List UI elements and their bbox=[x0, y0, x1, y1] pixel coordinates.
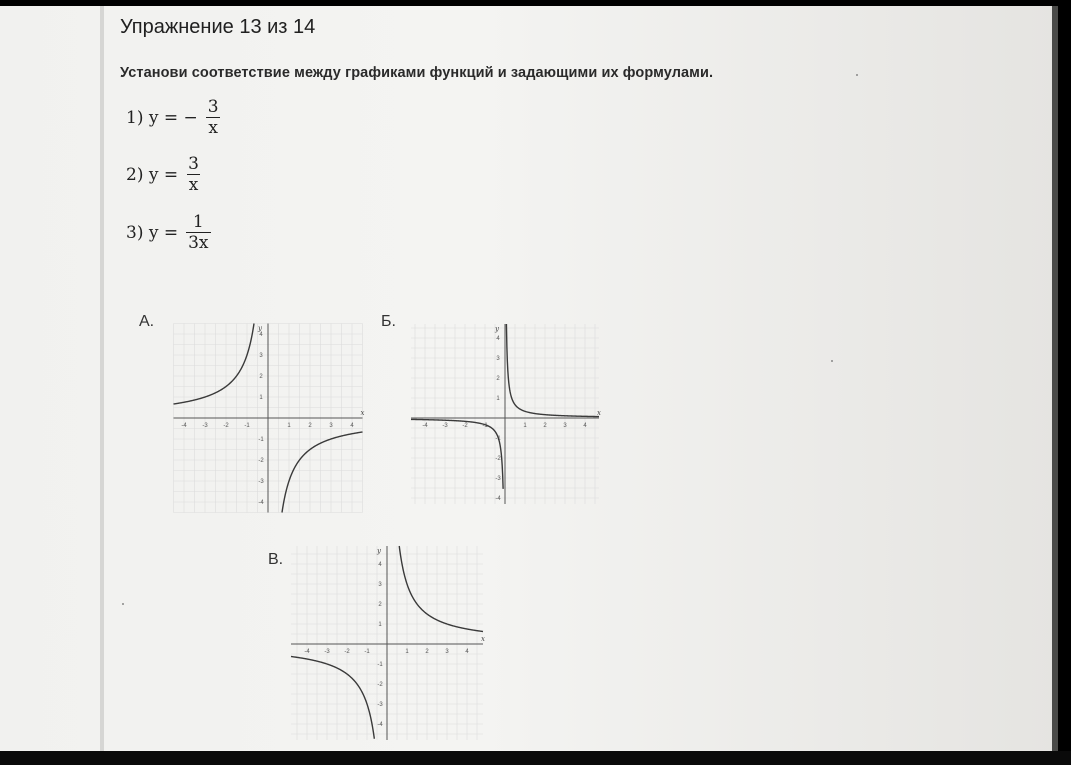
y-tick-label: -3 bbox=[258, 479, 264, 485]
x-tick-label: -4 bbox=[422, 423, 428, 429]
formula-1-denominator: x bbox=[208, 118, 218, 138]
x-tick-label: -3 bbox=[442, 423, 448, 429]
x-tick-label: 4 bbox=[583, 423, 587, 429]
x-tick-label: 3 bbox=[329, 423, 333, 429]
graph-a bbox=[160, 303, 380, 513]
formula-2-denominator: x bbox=[188, 175, 199, 195]
y-tick-label: -2 bbox=[258, 458, 264, 464]
y-tick-label: -2 bbox=[377, 682, 383, 688]
x-tick-label: 1 bbox=[523, 423, 527, 429]
exercise-screen bbox=[0, 6, 1058, 751]
x-tick-label: 3 bbox=[563, 423, 567, 429]
formula-1-lhs: 1) y = − bbox=[126, 107, 198, 128]
exercise-title: Упражнение 13 из 14 bbox=[120, 16, 316, 38]
graph-v-label: В. bbox=[268, 551, 284, 568]
x-tick-label: -3 bbox=[202, 423, 208, 429]
x-tick-label: -4 bbox=[304, 649, 310, 655]
y-axis-label: y bbox=[377, 547, 381, 555]
y-tick-label: 3 bbox=[259, 353, 263, 359]
y-tick-label: -2 bbox=[495, 456, 501, 462]
y-tick-label: 4 bbox=[259, 332, 263, 338]
formula-3 bbox=[126, 212, 211, 253]
y-tick-label: -1 bbox=[258, 437, 264, 443]
formula-3-fraction bbox=[186, 212, 210, 253]
formula-3-denominator: 3x bbox=[188, 233, 209, 253]
y-tick-label: 3 bbox=[378, 582, 382, 588]
monitor-bezel bbox=[0, 751, 1071, 765]
formula-1-fraction bbox=[206, 97, 221, 138]
y-tick-label: 4 bbox=[496, 336, 500, 342]
y-tick-label: 1 bbox=[378, 622, 382, 628]
formula-3-numerator: 1 bbox=[192, 212, 204, 232]
screen-speck bbox=[856, 74, 858, 76]
monitor-edge bbox=[1052, 6, 1058, 751]
x-axis-label: x bbox=[597, 409, 601, 417]
y-tick-label: 2 bbox=[496, 376, 500, 382]
y-tick-label: -4 bbox=[258, 500, 264, 506]
x-axis-label: x bbox=[481, 635, 485, 643]
y-tick-label: -4 bbox=[377, 722, 383, 728]
y-tick-label: -3 bbox=[495, 476, 501, 482]
graph-v bbox=[290, 539, 500, 749]
formula-2-numerator: 3 bbox=[188, 154, 199, 174]
x-tick-label: 2 bbox=[308, 423, 312, 429]
y-tick-label: -1 bbox=[495, 436, 501, 442]
x-tick-label: 3 bbox=[445, 649, 449, 655]
y-axis-label: y bbox=[495, 325, 499, 333]
hyperbola-branch-2 bbox=[282, 432, 363, 513]
hyperbola-branch-1 bbox=[291, 657, 374, 739]
y-tick-label: -1 bbox=[377, 662, 383, 668]
graph-a-label: А. bbox=[139, 313, 155, 330]
y-tick-label: 1 bbox=[496, 396, 500, 402]
screen-speck bbox=[831, 360, 833, 362]
x-tick-label: -2 bbox=[344, 649, 350, 655]
x-tick-label: -2 bbox=[462, 423, 468, 429]
hyperbola-branch-2 bbox=[399, 546, 483, 632]
y-axis-label: y bbox=[258, 324, 262, 333]
exercise-prompt: Установи соответствие между графиками функций и задающими их формулами. bbox=[120, 65, 714, 81]
y-tick-label: 1 bbox=[259, 395, 263, 401]
x-tick-label: -2 bbox=[223, 423, 229, 429]
formula-2-lhs: 2) y = bbox=[126, 164, 179, 185]
x-tick-label: -4 bbox=[181, 423, 187, 429]
x-tick-label: 2 bbox=[425, 649, 429, 655]
hyperbola-branch-1 bbox=[174, 324, 255, 405]
x-tick-label: 2 bbox=[543, 423, 547, 429]
x-tick-label: 4 bbox=[350, 423, 354, 429]
x-axis-label: x bbox=[360, 409, 365, 417]
x-tick-label: 4 bbox=[465, 649, 469, 655]
x-tick-label: -1 bbox=[482, 423, 488, 429]
x-tick-label: -3 bbox=[324, 649, 330, 655]
left-panel-edge bbox=[100, 6, 104, 751]
x-tick-label: -1 bbox=[244, 423, 250, 429]
formula-3-lhs: 3) y = bbox=[126, 222, 179, 243]
x-tick-label: -1 bbox=[364, 649, 370, 655]
graph-b bbox=[400, 303, 610, 513]
formula-1 bbox=[126, 97, 221, 138]
y-tick-label: 4 bbox=[378, 562, 382, 568]
y-tick-label: -4 bbox=[495, 496, 501, 502]
formula-2 bbox=[126, 154, 201, 195]
formula-2-fraction bbox=[186, 154, 201, 195]
graph-b-label: Б. bbox=[381, 313, 396, 330]
y-tick-label: -3 bbox=[377, 702, 383, 708]
formula-1-numerator: 3 bbox=[207, 97, 219, 117]
x-tick-label: 1 bbox=[405, 649, 409, 655]
y-tick-label: 2 bbox=[378, 602, 382, 608]
y-tick-label: 3 bbox=[496, 356, 500, 362]
screen-speck bbox=[122, 603, 124, 605]
x-tick-label: 1 bbox=[287, 423, 291, 429]
y-tick-label: 2 bbox=[259, 374, 263, 380]
